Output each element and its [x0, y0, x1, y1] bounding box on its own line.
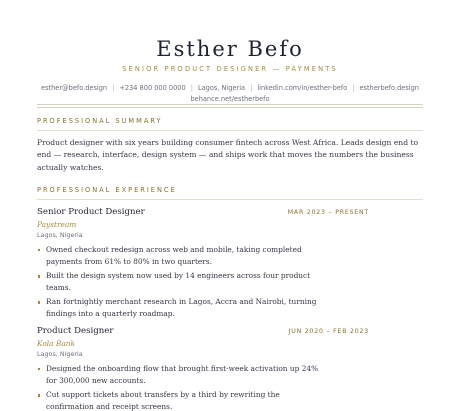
job-location: Lagos, Nigeria	[37, 231, 83, 239]
contact-separator: |	[352, 84, 355, 92]
resume-header	[0, 0, 460, 105]
summary-heading: PROFESSIONAL SUMMARY	[37, 117, 163, 125]
job-bullet: Owned checkout redesign across web and mobile, taking completed payments from 61% to 80% in two quarters.	[37, 244, 327, 268]
summary-text: Product designer with six years building consumer fintech across West Africa. Leads design end to end — research, interface, design system — and ships work that moves the numbers the business actually watches.	[37, 138, 419, 172]
experience-divider	[37, 199, 423, 200]
job-company: Paystream	[37, 220, 77, 229]
job-location: Lagos, Nigeria	[37, 350, 83, 358]
job-bullets	[37, 244, 327, 320]
experience-heading: PROFESSIONAL EXPERIENCE	[37, 186, 177, 194]
job-bullet: Designed the onboarding flow that brought first-week activation up 24% for 300,000 new accounts.	[37, 363, 327, 387]
contact-linkedin[interactable]: linkedin.com/in/esther-befo	[257, 84, 348, 92]
job-entry	[37, 325, 423, 411]
job-bullets	[37, 363, 327, 411]
contact-location: Lagos, Nigeria	[197, 84, 246, 92]
job-title: Product Designer	[37, 326, 114, 336]
job-title: Senior Product Designer	[37, 207, 145, 217]
candidate-role: SENIOR PRODUCT DESIGNER — PAYMENTS	[122, 65, 338, 73]
contact-phone[interactable]: +234 800 000 0000	[119, 84, 186, 92]
contact-separator: |	[250, 84, 253, 92]
job-header	[37, 206, 423, 219]
job-company: Kola Bank	[37, 339, 75, 348]
job-bullet: Cut support tickets about transfers by a third by rewriting the confirmation and receipt screens.	[37, 389, 327, 411]
job-bullet: Built the design system now used by 14 engineers across four product teams.	[37, 270, 327, 294]
job-entry	[37, 206, 423, 323]
job-bullet: Ran fortnightly merchant research in Lagos, Accra and Nairobi, turning findings into a quarterly roadmap.	[37, 296, 327, 320]
header-divider	[37, 104, 423, 105]
summary-divider	[37, 130, 423, 131]
contact-separator: |	[190, 84, 193, 92]
job-header	[37, 325, 423, 338]
contact-separator: |	[112, 84, 115, 92]
header-divider-thin	[37, 107, 423, 108]
contact-email[interactable]: esther@befo.design	[41, 84, 108, 92]
candidate-name: Esther Befo	[156, 37, 304, 61]
job-date: MAR 2023 – PRESENT	[287, 209, 369, 216]
contact-line	[30, 83, 430, 105]
job-date: JUN 2020 – FEB 2023	[288, 328, 369, 335]
contact-behance[interactable]: behance.net/estherbefo	[190, 95, 270, 103]
contact-website[interactable]: estherbefo.design	[359, 84, 419, 92]
